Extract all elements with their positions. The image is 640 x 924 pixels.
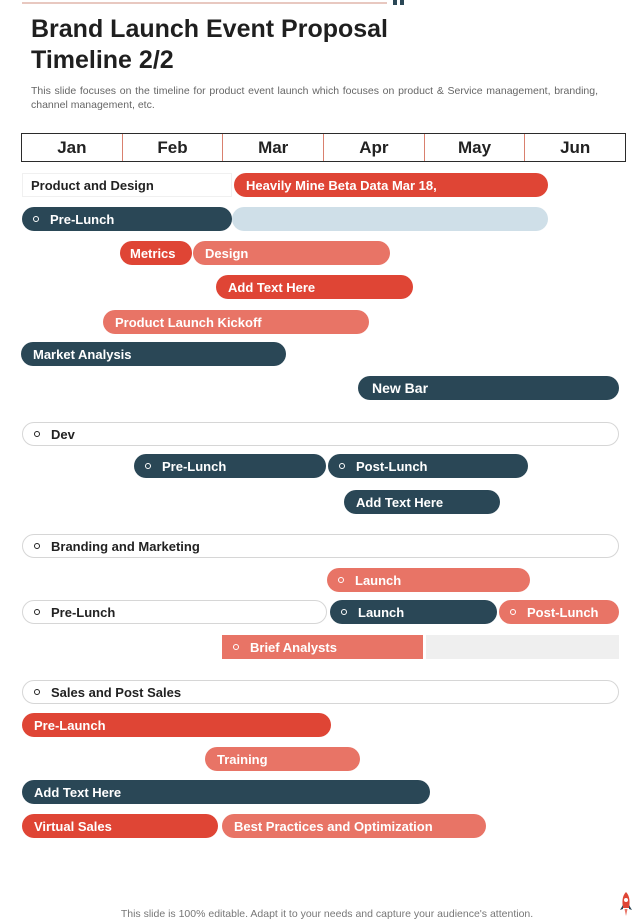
bar-post-lunch-1: Post-Lunch xyxy=(328,454,528,478)
month-apr: Apr xyxy=(324,134,425,161)
rocket-icon xyxy=(618,891,634,917)
bar-design: Design xyxy=(193,241,390,265)
bar-pre-lunch-1: Pre-Lunch xyxy=(22,207,232,231)
bar-brief-analysts-track xyxy=(426,635,619,659)
bar-training: Training xyxy=(205,747,360,771)
page-title: Brand Launch Event Proposal Timeline 2/2 xyxy=(31,15,389,74)
month-jan: Jan xyxy=(22,134,123,161)
bar-market-analysis: Market Analysis xyxy=(21,342,286,366)
month-header xyxy=(21,133,626,162)
month-feb: Feb xyxy=(123,134,224,161)
row-branding-marketing: Branding and Marketing xyxy=(22,534,619,558)
bar-pre-launch: Pre-Launch xyxy=(22,713,331,737)
bar-launch-1: Launch xyxy=(327,568,530,592)
bar-metrics: Metrics xyxy=(120,241,192,265)
top-accent-square xyxy=(400,0,404,5)
row-sales-post-sales: Sales and Post Sales xyxy=(22,680,619,704)
bar-product-launch-kickoff: Product Launch Kickoff xyxy=(103,310,369,334)
top-accent-line xyxy=(22,2,387,4)
row-product-design: Product and Design xyxy=(22,173,232,197)
bar-add-text-1: Add Text Here xyxy=(216,275,413,299)
bar-launch-2: Launch xyxy=(330,600,497,624)
bar-beta-data: Heavily Mine Beta Data Mar 18, xyxy=(234,173,548,197)
row-dev: Dev xyxy=(22,422,619,446)
top-accent-square xyxy=(393,0,397,5)
bar-brief-analysts: Brief Analysts xyxy=(222,635,423,659)
bar-best-practices: Best Practices and Optimization xyxy=(222,814,486,838)
bar-pre-lunch-3: Pre-Lunch xyxy=(22,600,327,624)
month-may: May xyxy=(425,134,526,161)
footer-note: This slide is 100% editable. Adapt it to your needs and capture your audience's attention. xyxy=(120,908,534,920)
page-subtitle: This slide focuses on the timeline for product event launch which focuses on product & Service management, branding, channel management, etc. xyxy=(31,85,598,111)
month-jun: Jun xyxy=(560,137,591,157)
bar-new-bar: New Bar xyxy=(358,376,619,400)
bar-virtual-sales: Virtual Sales xyxy=(22,814,218,838)
bar-add-text-2: Add Text Here xyxy=(344,490,500,514)
bar-pre-lunch-1-track xyxy=(232,207,548,231)
month-mar: Mar xyxy=(223,134,324,161)
bar-pre-lunch-2: Pre-Lunch xyxy=(134,454,326,478)
bar-add-text-3: Add Text Here xyxy=(22,780,430,804)
bar-post-lunch-2: Post-Lunch xyxy=(499,600,619,624)
